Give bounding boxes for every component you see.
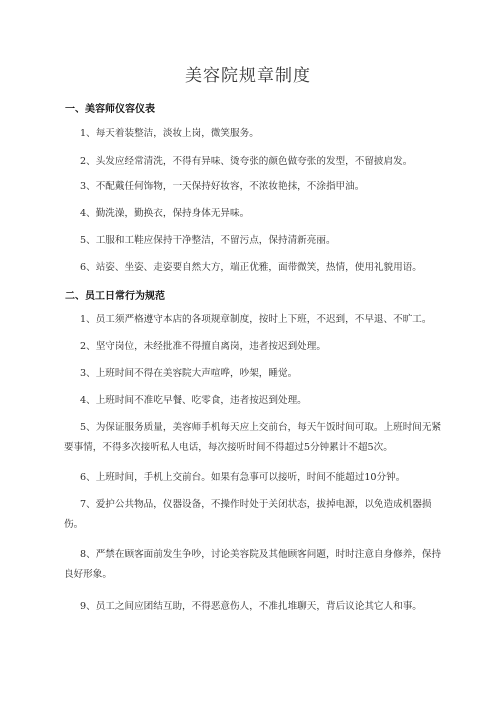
section-heading-appearance: 一、美容师仪容仪表 bbox=[65, 104, 155, 115]
page-title: 美容院规章制度 bbox=[185, 66, 311, 86]
list-item: 4、勤洗澡，勤换衣，保持身体无异味。 bbox=[80, 208, 250, 219]
list-item: 4、上班时间不准吃早餐、吃零食，违者按迟到处理。 bbox=[80, 395, 307, 406]
list-item: 3、上班时间不得在美容院大声喧哗，吵架，睡觉。 bbox=[80, 368, 298, 379]
section-heading-conduct: 二、员工日常行为规范 bbox=[65, 291, 165, 302]
list-item: 5、工服和工鞋应保持干净整洁，不留污点，保持清新亮丽。 bbox=[80, 235, 336, 246]
list-item: 5、为保证服务质量，美容师手机每天应上交前台，每天午饭时间可取。上班时间无紧要事情，不得多次接听私人电话，每次接听时间不得超过5分钟累计不超5次。 bbox=[64, 422, 442, 453]
list-item: 2、头发应经常清洗，不得有异味、烫夸张的颜色做夸张的发型，不留披肩发。 bbox=[80, 156, 413, 167]
list-item: 6、站姿、坐姿、走姿要自然大方，端正优雅，面带微笑，热情，使用礼貌用语。 bbox=[80, 262, 422, 273]
list-item: 7、爱护公共物品，仪器设备，不操作时处于关闭状态，拔掉电源，以免造成机器损伤。 bbox=[64, 499, 432, 530]
list-item: 8、严禁在顾客面前发生争吵，讨论美容院及其他顾客问题，时时注意自身修养，保持良好形象。 bbox=[64, 549, 442, 580]
list-item: 1、每天着装整洁，淡妆上岗，微笑服务。 bbox=[80, 128, 259, 139]
list-item: 1、员工须严格遵守本店的各项规章制度，按时上下班，不迟到，不早退、不旷工。 bbox=[80, 314, 432, 325]
list-item: 3、不配戴任何饰物，一天保持好妆容，不浓妆艳抹，不涂指甲油。 bbox=[80, 181, 365, 192]
list-item: 6、上班时间，手机上交前台。如果有急事可以接听，时间不能超过10分钟。 bbox=[80, 472, 406, 483]
list-item: 9、员工之间应团结互助，不得恶意伤人，不准扎堆聊天，背后议论其它人和事。 bbox=[80, 601, 422, 612]
list-item: 2、坚守岗位，未经批准不得擅自离岗，违者按迟到处理。 bbox=[80, 341, 326, 352]
